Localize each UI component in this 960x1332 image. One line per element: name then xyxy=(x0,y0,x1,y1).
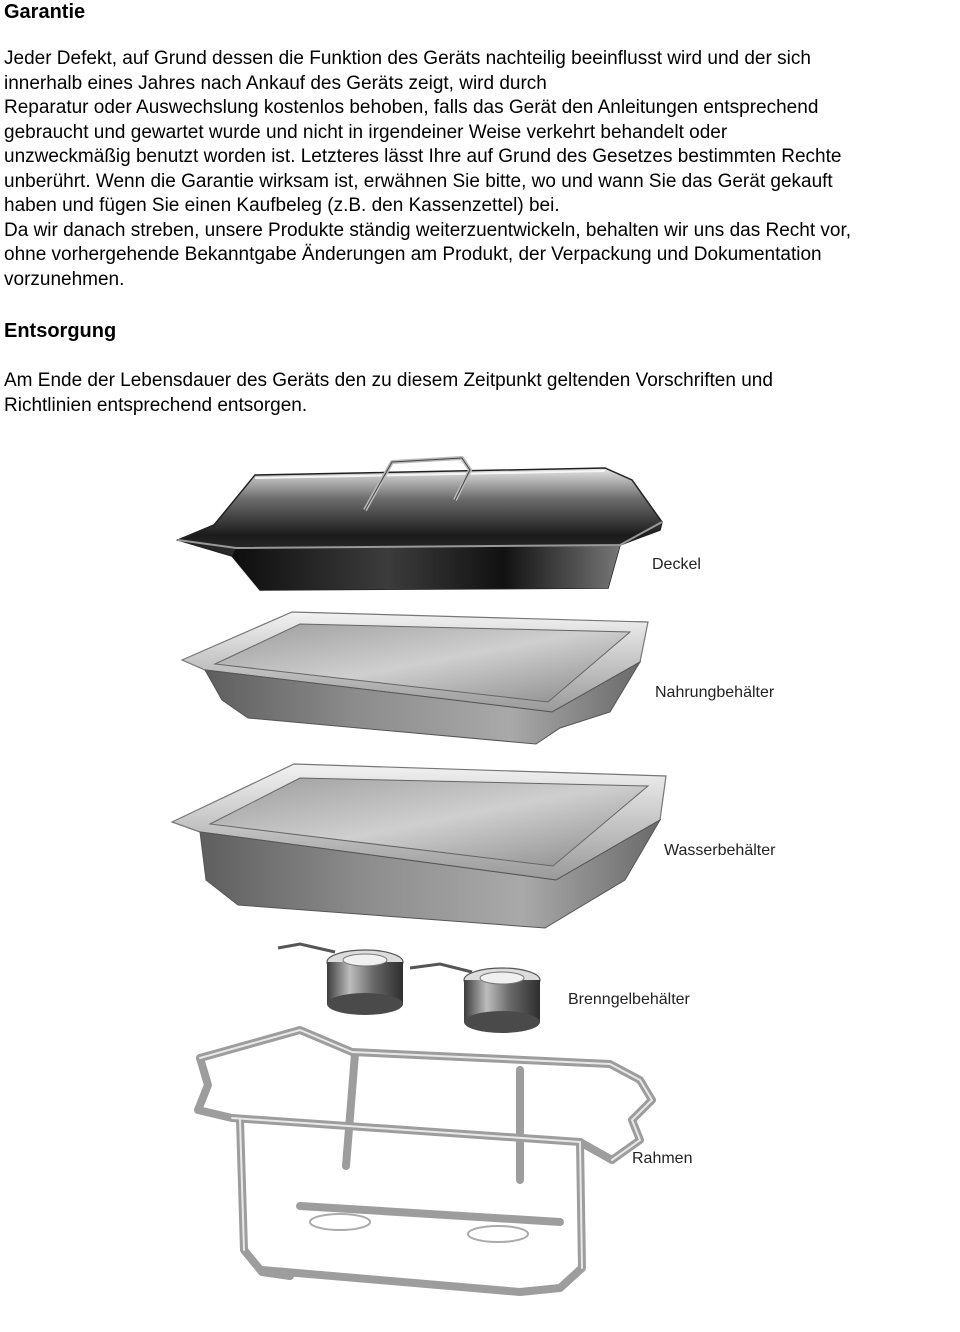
label-brenngelbehaelter: Brenngelbehälter xyxy=(568,991,690,1008)
text-line: Richtlinien entsprechend entsorgen. xyxy=(4,394,308,416)
text-line: Reparatur oder Auswechslung kostenlos behoben, falls das Gerät den Anleitungen entsprechend xyxy=(4,97,819,118)
fuel-holder-graphic xyxy=(278,944,540,1033)
label-wasserbehaelter: Wasserbehälter xyxy=(664,842,776,859)
text-line: Jeder Defekt, auf Grund dessen die Funktion des Geräts nachteilig beeinflusst wird und der sich xyxy=(4,48,811,69)
label-deckel: Deckel xyxy=(652,556,701,573)
frame-graphic xyxy=(198,1030,652,1292)
paragraph-garantie xyxy=(4,47,851,292)
text-line: ohne vorhergehende Bekanntgabe Änderungen am Produkt, der Verpackung und Dokumentation xyxy=(4,244,822,265)
text-line: Am Ende der Lebensdauer des Geräts den zu diesem Zeitpunkt geltenden Vorschriften und xyxy=(4,370,773,391)
water-pan-graphic xyxy=(172,764,666,928)
text-line: unberührt. Wenn die Garantie wirksam ist, erwähnen Sie bitte, wo und wann Sie das Gerät gekauft xyxy=(4,170,833,192)
label-nahrungbehaelter: Nahrungbehälter xyxy=(655,684,775,701)
text-line: gebraucht und gewartet wurde und nicht in irgendeiner Weise verkehrt behandelt oder xyxy=(4,121,728,143)
label-rahmen: Rahmen xyxy=(632,1150,693,1167)
text-line: unzweckmäßig benutzt worden ist. Letzteres lässt Ihre auf Grund des Gesetzes bestimmten Rechte xyxy=(4,146,842,167)
text-line: haben und fügen Sie einen Kaufbeleg (z.B. den Kassenzettel) bei. xyxy=(4,195,560,216)
heading-entsorgung: Entsorgung xyxy=(4,320,117,342)
lid-graphic xyxy=(178,458,662,590)
chafing-dish-exploded-view xyxy=(0,440,960,1332)
food-pan-graphic xyxy=(182,612,648,744)
text-line: vorzunehmen. xyxy=(4,268,125,290)
text-line: Da wir danach streben, unsere Produkte ständig weiterzuentwickeln, behalten wir uns das Recht vor, xyxy=(4,219,852,241)
heading-garantie: Garantie xyxy=(4,1,86,23)
text-line: innerhalb eines Jahres nach Ankauf des Geräts zeigt, wird durch xyxy=(4,72,547,94)
paragraph-entsorgung xyxy=(4,369,773,418)
